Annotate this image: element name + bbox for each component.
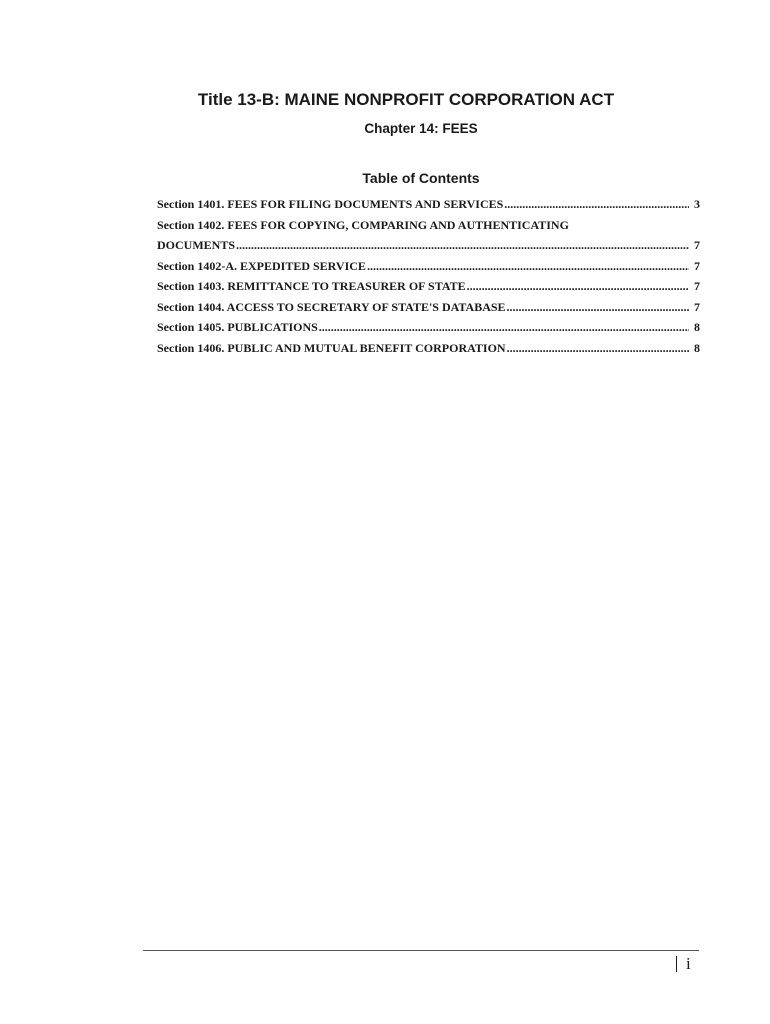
document-title: Title 13-B: MAINE NONPROFIT CORPORATION ACT: [197, 90, 615, 109]
dot-leader: [507, 297, 689, 318]
toc-entry-page: 7: [694, 238, 700, 252]
toc-entry-label: Section 1404. ACCESS TO SECRETARY OF STATE'S DATABASE: [157, 299, 506, 314]
toc-entry-1403[interactable]: [157, 276, 700, 297]
dot-leader: [467, 276, 689, 297]
toc-entry-label: Section 1405. PUBLICATIONS: [157, 320, 318, 334]
toc-entry-label: Section 1402-A. EXPEDITED SERVICE: [157, 258, 366, 273]
dot-leader: [236, 235, 689, 256]
dot-leader: [367, 256, 689, 277]
toc-entry-page: 8: [694, 320, 700, 334]
toc-entry-page: 3: [694, 197, 700, 211]
dot-leader: [319, 317, 689, 338]
table-of-contents: [157, 194, 700, 358]
footer-divider: [143, 950, 699, 951]
chapter-heading: Chapter 14: FEES: [364, 121, 478, 136]
toc-entry-page: 8: [694, 340, 700, 355]
toc-entry-1402-a[interactable]: [157, 256, 700, 277]
toc-entry-label: Section 1401. FEES FOR FILING DOCUMENTS AND SERVICES: [157, 197, 504, 211]
toc-entry-label-line2: DOCUMENTS: [157, 238, 236, 252]
dot-leader: [507, 338, 689, 359]
toc-entry-1405[interactable]: [157, 317, 700, 338]
toc-entry-page: 7: [694, 258, 700, 273]
dot-leader: [504, 194, 689, 215]
toc-entry-page: 7: [694, 279, 700, 293]
toc-entry-label-line1: Section 1402. FEES FOR COPYING, COMPARING AND AUTHENTICATING: [157, 217, 569, 232]
page-number-bar: [676, 956, 677, 972]
toc-heading: Table of Contents: [362, 170, 480, 186]
toc-entry-1401[interactable]: [157, 194, 700, 215]
page-number-value: i: [686, 954, 691, 973]
toc-entry-1406[interactable]: [157, 338, 700, 359]
toc-entry-1404[interactable]: [157, 297, 700, 318]
toc-entry-1402[interactable]: [157, 215, 700, 256]
toc-entry-label: Section 1403. REMITTANCE TO TREASURER OF STATE: [157, 279, 466, 293]
page-number: [676, 954, 691, 974]
toc-entry-page: 7: [694, 299, 700, 314]
toc-entry-label: Section 1406. PUBLIC AND MUTUAL BENEFIT CORPORATION: [157, 340, 506, 355]
